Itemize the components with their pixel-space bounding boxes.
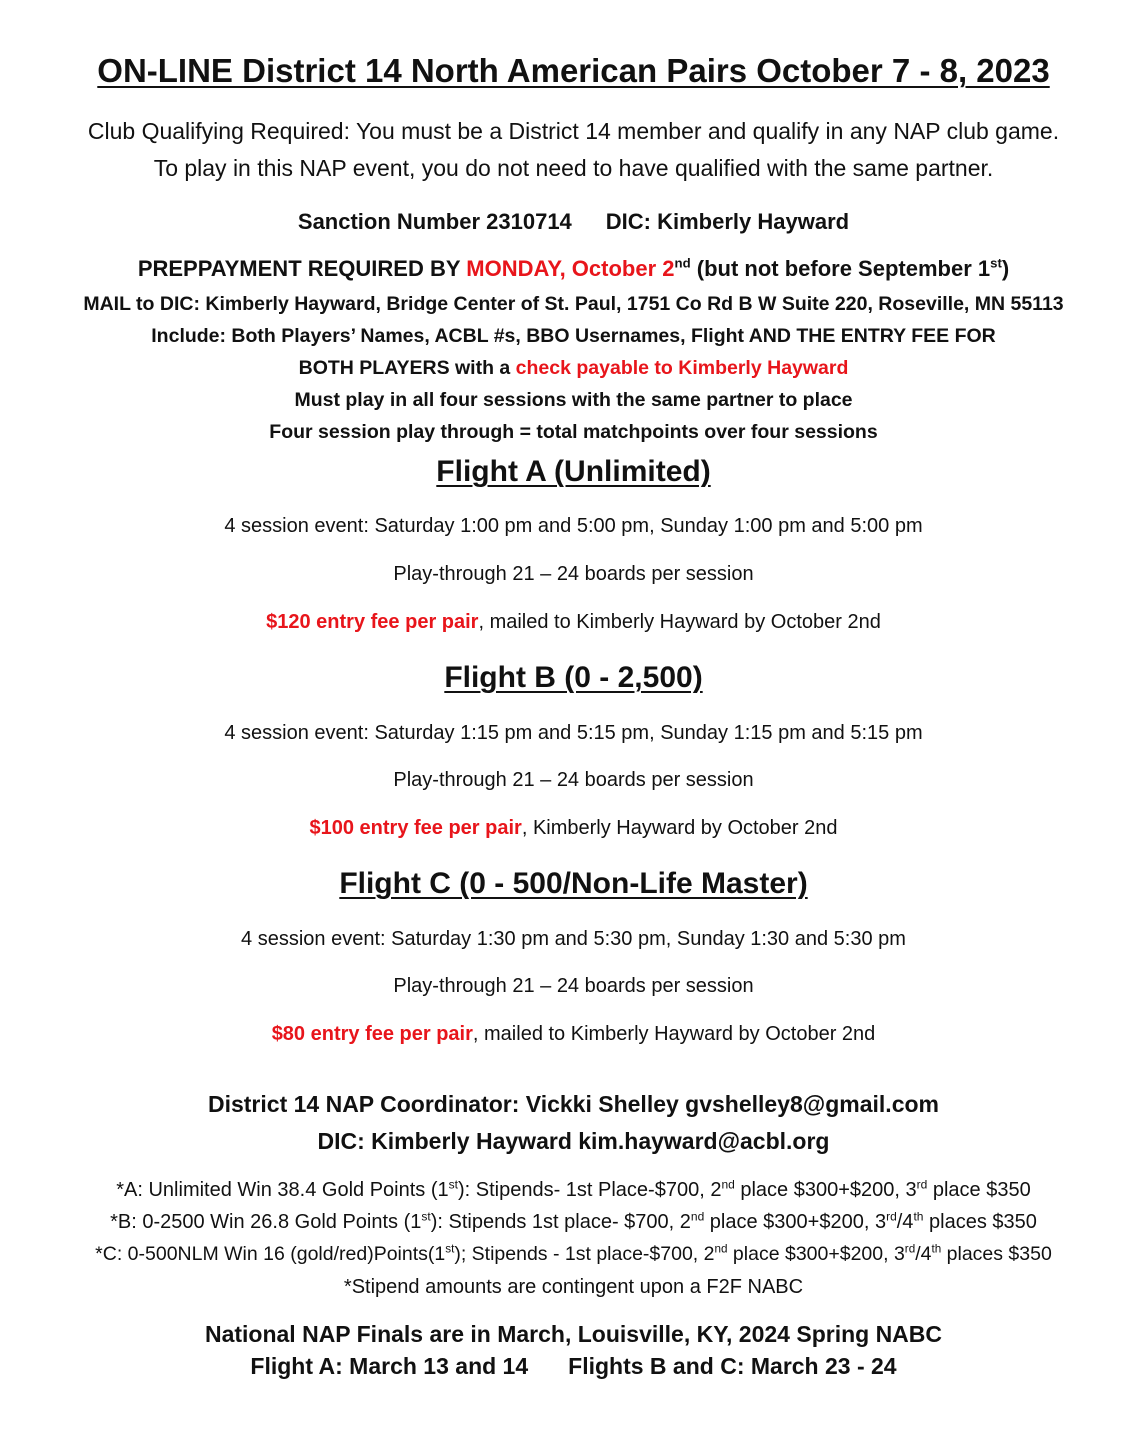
flight-c-fee: $80 entry fee per pair, mailed to Kimberly Hayward by October 2nd — [271, 1023, 876, 1045]
mail-both-players: BOTH PLAYERS with a check payable to Kimberly Hayward — [298, 357, 849, 379]
dic-contact: DIC: Kimberly Hayward kim.hayward@acbl.org — [317, 1128, 830, 1154]
flight-b-fee: $100 entry fee per pair, Kimberly Hayward by October 2nd — [309, 817, 838, 839]
sanction-number: Sanction Number 2310714 — [297, 209, 572, 234]
finals-dates — [0, 1353, 1147, 1380]
rule-play-through: Four session play through = total matchpoints over four sessions — [269, 421, 878, 443]
stipend-b: *B: 0-2500 Win 26.8 Gold Points (1st): Stipends 1st place- $700, 2nd place $300+$200, 3rd/4th places $350 — [110, 1209, 1037, 1233]
sanction-dic: DIC: Kimberly Hayward — [605, 209, 850, 234]
rule-same-partner: Must play in all four sessions with the same partner to place — [294, 389, 853, 411]
flight-c-title: Flight C (0 - 500/Non-Life Master) — [339, 867, 808, 900]
flight-b-title: Flight B (0 - 2,500) — [444, 661, 703, 694]
sanction-line — [0, 209, 1147, 235]
page-title: ON-LINE District 14 North American Pairs October 7 - 8, 2023 — [97, 52, 1050, 89]
flight-b-boards: Play-through 21 – 24 boards per session — [393, 769, 754, 791]
stipend-c: *C: 0-500NLM Win 16 (gold/red)Points(1st); Stipends - 1st place-$700, 2nd place $300+$200, 3rd/4th places $350 — [95, 1242, 1052, 1265]
flight-c-boards: Play-through 21 – 24 boards per session — [393, 975, 754, 997]
flight-a-boards: Play-through 21 – 24 boards per session — [393, 563, 754, 585]
stipend-note: *Stipend amounts are contingent upon a F2F NABC — [343, 1276, 804, 1298]
finals-line: National NAP Finals are in March, Louisville, KY, 2024 Spring NABC — [204, 1321, 943, 1347]
flight-a-title: Flight A (Unlimited) — [436, 455, 711, 488]
flight-a-fee: $120 entry fee per pair, mailed to Kimberly Hayward by October 2nd — [266, 611, 881, 633]
intro-line-2: To play in this NAP event, you do not need to have qualified with the same partner. — [153, 155, 994, 181]
stipend-a: *A: Unlimited Win 38.4 Gold Points (1st): Stipends- 1st Place-$700, 2nd place $300+$200, 3rd place $350 — [116, 1177, 1031, 1201]
check-payable: check payable to Kimberly Hayward — [515, 357, 849, 379]
prepay-deadline: MONDAY, October 2 — [466, 256, 675, 281]
mail-address: MAIL to DIC: Kimberly Hayward, Bridge Center of St. Paul, 1751 Co Rd B W Suite 220, Roseville, MN 55113 — [83, 293, 1064, 315]
flight-b-schedule: 4 session event: Saturday 1:15 pm and 5:15 pm, Sunday 1:15 pm and 5:15 pm — [224, 722, 923, 744]
mail-include: Include: Both Players’ Names, ACBL #s, BBO Usernames, Flight AND THE ENTRY FEE FOR — [151, 325, 996, 347]
nap-coordinator: District 14 NAP Coordinator: Vickki Shelley gvshelley8@gmail.com — [207, 1091, 939, 1117]
flight-c-schedule: 4 session event: Saturday 1:30 pm and 5:30 pm, Sunday 1:30 and 5:30 pm — [241, 928, 906, 950]
finals-flights-bc: Flights B and C: March 23 - 24 — [568, 1353, 897, 1379]
finals-flight-a: Flight A: March 13 and 14 — [250, 1353, 529, 1379]
intro-line-1: Club Qualifying Required: You must be a District 14 member and qualify in any NAP club game. — [87, 118, 1060, 144]
prepayment-line: PREPPAYMENT REQUIRED BY MONDAY, October 2nd (but not before September 1st) — [137, 255, 1010, 281]
flight-a-schedule: 4 session event: Saturday 1:00 pm and 5:00 pm, Sunday 1:00 pm and 5:00 pm — [224, 515, 923, 537]
